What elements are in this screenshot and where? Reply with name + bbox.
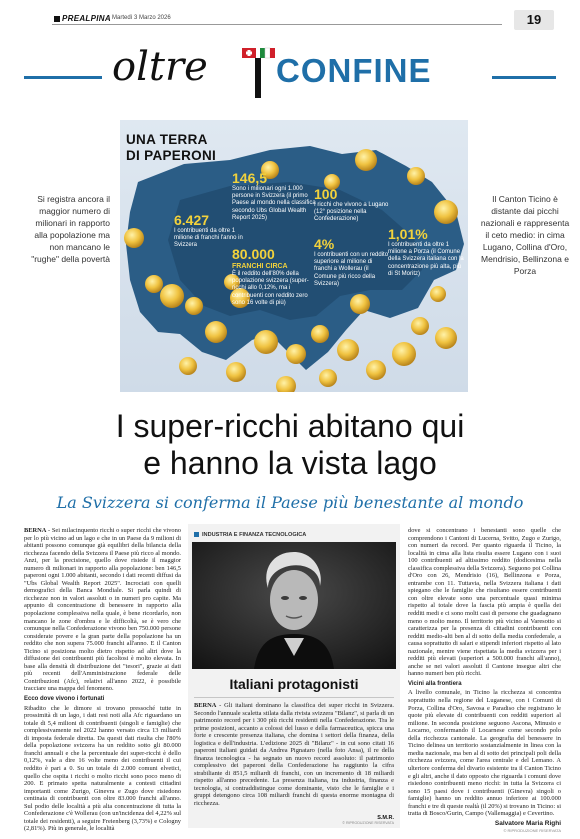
top-bar (0, 0, 580, 40)
infographic-title-line1: UNA TERRA (126, 132, 208, 147)
stat-income-80pct (232, 246, 320, 307)
newspaper-brand (54, 14, 111, 23)
stat-text: È il reddito dell'80% della popolazione svizzera (super-ricchi allo 0,12%, ma i contribuenti con reddito zero sono 16 volte di più) (232, 271, 309, 306)
headline-line1: I super-ricchi abitano qui (115, 408, 465, 444)
stat-value: 100 (314, 186, 338, 202)
section-masthead (0, 40, 580, 108)
box-section-text: INDUSTRIA E FINANZA TECNOLOGICA (202, 532, 307, 538)
infographic-map (120, 120, 468, 392)
stat-value: 4% (314, 236, 335, 252)
sidebar-box (188, 524, 400, 828)
stat-value: 80.000 (232, 246, 275, 262)
page-number: 19 (514, 10, 554, 30)
article-byline: Salvatore Maria Righi (494, 819, 561, 827)
masthead-confine: CONFINE (276, 52, 432, 89)
article-lead-paragraph (24, 527, 181, 693)
infographic-title (126, 132, 216, 164)
article-column-right (408, 527, 561, 835)
side-note-left: Si registra ancora il maggior numero di milionari in rapporto alla popolazione ma non mancano le "rughe" della povertà (31, 194, 110, 264)
masthead-line-left (24, 76, 102, 79)
brand-name: PREALPINA (62, 14, 111, 23)
top-divider (52, 24, 502, 25)
lead-text: - Sei milacinquento ricchi o super ricchi che vivono per lo più vicino ad un lago e che in un Paese da 9 milioni di abitanti possono comunque già equilibri della bilancia della ricchezza facendo della Svizzera il Paese più ricco al mondo. Anzi, per la precisione, quello dove risiede il maggior numero di milionari in rapporto alla popolazione: ben 146,5 paperoni ogni 1.000 abitanti, secondo i dati recenti diffusi da "Ubs Global Wealth Report 2025". Incrociati con quelli demografici della Banca Mondiale. Si parla quindi di ricchezze non in valori assoluti o in numeri pro capite. Ma appunto di concentrazione di benessere in rapporto alla popolazione complessiva nella quale, è bene ricordarlo, non mancano le zone d'ombra e le difficoltà, se è vero che comunque nella Confederazione vivono ben 750.000 persone considerate povere e la gran parte della popolazione ha un reddito che non supera 75.000 franchi all'anno. E il Canton Ticino si posiziona molto dietro rispetto ad altri dove la diffusione dei contribuenti più facoltosi è molto elevata. In base alla densità di distribuzione dei "tesori", grazie ai dati più recenti dell'Amministrazione federale delle Contribuzioni (Afc), relativi all'anno 2022, è possibile tracciare una mappa del fenomeno. (24, 527, 181, 693)
article-subheading: Vicini alla frontiera (408, 680, 462, 687)
stat-porza (388, 226, 464, 278)
box-body: - Gli italiani dominano la classifica dei super ricchi in Svizzera. Secondo l'annuale scaletta stilata dalla rivista svizzera "Bilanz", si parla di un patrimonio record per i 300 più ricchi residenti nella Confederazione. Tra le prime posizioni, accanto a colossi del lusso e della farmaceutica, spicca una forte e crescente presenza italiana, che domina i settori della finanza, della logistica e dell'industria. L'edizione 2025 di "Bilanz" - in cui sono citati 16 paperoni italiani guidati da Andrea Pignataro (nella foto Ansa), il re della finanza tecnologica - ha segnato un nuovo record assoluto: il patrimonio complessivo dei paperoni della Confederazione ha raggiunto la cifra strabiliante di 851,5 miliardi di franchi, con un incremento di 18 miliardi rispetto all'anno precedente. La presenza italiana, tra industria, finanza e tecnologia, si contraddistingue come dominante, visto che le famiglie e i gruppi detengono circa 108 miliardi franchi di questa enorme montagna di ricchezza. (194, 702, 394, 807)
article-column-left (24, 527, 181, 835)
article-paragraph: dove si concentrano i benestanti sono quelle che comprendono i Cantoni di Lucerna, Svitto, Zugo e Zurigo, con numeri da record. Per quanto riguarda il Ticino, la località in cima alla lista risulta essere Lugano con i suoi 100 contribuenti ad altissimo reddito (dodicesima nella classifica complessiva della Svizzera). Seguono poi Collina d'Oro con 26, Mendrisio (16), Bellinzona e Porza, entrambe con 11. Tuttavia, nella Svizzera italiana i dati spiegano che le famiglie che risultano essere contribuenti con oltre elevate sono una percentuale quasi minima rispetto al totale dove la fascia più ampia è quella dei redditi medi e ci sono molti casi di persone che guadagnano meno o molto meno. Il territorio più vicino al Varesotto si caratterizza per la presenza di cittadini contribuenti con redditi medio-alti ben al di sotto della media confederale, a causa soprattutto di salari e stipendi inferiori rispetto al lato nazionale, mentre viene rispettata la media svizzera per i redditi più elevati (superiori a 500.000 franchi all'anno), anche se nei valori assoluti il Cantone insegue altri che hanno numeri ben più ricchi. (408, 527, 561, 678)
box-signature: S.M.R. (377, 815, 394, 821)
dateline: BERNA (24, 527, 47, 534)
infographic-title-line2: DI PAPERONI (126, 148, 217, 163)
stat-millionaires-per-1000 (232, 170, 320, 222)
article-copyright: © RIPRODUZIONE RISERVATA (503, 828, 561, 834)
article-headline (0, 408, 580, 482)
stat-value: 146,5 (232, 170, 268, 186)
stat-wollerau (314, 236, 392, 288)
article-subheadline: La Svizzera si conferma il Paese più benestante al mondo (56, 493, 524, 512)
box-title: Italiani protagonisti (229, 676, 359, 692)
border-post-icon (240, 44, 276, 98)
stat-text: I contribuenti da oltre 1 milione a Porza (il Comune della Svizzera italiana con la concentrazione più alta, più di St Moritz) (388, 242, 464, 277)
stat-text: I ricchi che vivono a Lugano (12° posizione nella Confederazione) (314, 202, 389, 223)
issue-date: Martedì 3 Marzo 2026 (112, 15, 171, 21)
box-copyright: © RIPRODUZIONE RISERVATA (342, 821, 394, 825)
article-paragraph: A livello comunale, in Ticino la ricchezza si concentra soprattutto nella regione del Luganese, con i Comuni di Porza, Collina d'Oro, Savosa e Paradiso che registrano le quote più elevate di contribuenti con redditi superiori al milione. In seconda posizione seguono Ascona, Minusio e Locarno, confermando il Locarnese come secondo polo della ricchezza cantonale. La geografia del benessere in Ticino delinea un territorio sostanzialmente in linea con la media nazionale, ma ben al di sotto dei principali poli della ricchezza svizzera, come l'area centrale e del Lemano. A ulteriore conferma del divario esistente tra il Canton Ticino e gli altri, anche il dato opposto che riguarda i comuni dove risiedono contribuenti meno ricchi: in tutta la Svizzera ci sono 15 paesi dove i contribuenti (Ginevra) singoli o famiglie) hanno un reddito annuo inferiore ai 100.000 franchi e tre di queste realtà (il 20%) si trovano in Ticino: si tratta di Bosco/Gurin, Campo (Vallemaggia) e Cevertino. (408, 689, 561, 818)
box-text (194, 702, 394, 807)
stat-value: 6.427 (174, 212, 210, 228)
stat-text: Sono i milionari ogni 1.000 persone in Svizzera (il primo Paese al mondo nella classifica secondo Ubs Global Wealth Report 2025) (232, 186, 316, 221)
masthead-oltre: oltre (112, 44, 208, 90)
headline-line2: e hanno la vista lago (143, 445, 437, 481)
box-section-label (194, 532, 306, 538)
portrait-photo (192, 542, 396, 669)
section-marker-icon (194, 532, 199, 537)
box-divider (194, 697, 394, 698)
stat-text: I contribuenti da oltre 1 milione di franchi l'anno in Svizzera (174, 228, 243, 249)
article-subheading: Ecco dove vivono i fortunati (24, 696, 105, 703)
brand-icon (54, 16, 60, 22)
stat-lugano-rich (314, 186, 392, 224)
stat-text: I contribuenti con un reddito superiore al milione di franchi a Wollerau (il Comune più ricco della Svizzera) (314, 252, 389, 287)
box-dateline: BERNA (194, 702, 217, 709)
masthead-line-right (492, 76, 556, 79)
stat-value: 1,01% (388, 226, 428, 242)
stat-label: FRANCHI CIRCA (232, 263, 288, 270)
article-paragraph: Ribadito che le dimore si trovano pressoché tutte in prossimità di un lago, i dati resi noti alla Afc riguardano un totale di 5,4 milioni di contribuenti (singoli e famiglie) che complessivamente nel 2022 hanno versato circa 13 miliardi di imposta federale diretta. Da questi dati risulta che l'80% della popolazione svizzera ha un reddito sotto gli 80.000 franchi annuali e che la percentuale dei super-ricchi è dello 0,12%, vale a dire 16 volte meno dei contribuenti il cui reddito è pari a 0. Su un totale di 2.000 comuni elvetici, quello che ospita i ricchi o molto ricchi sono poco meno di 200. E primato spetta naturalmente a contesti cittadini importanti come Zurigo, Ginevra e Zugo dove risiedono centinaia di contribuenti con oltre 83.000 franchi all'anno. Sul podio delle località a più alta concentrazione di tutta la Confederazione c'è Wollerau (con un'incidenza del 4,22% sul totale dei residenti), a seguire Freienberg (3,73%) e Cologny (2,81%). Più in generale, le località (24, 704, 181, 833)
side-note-right: Il Canton Ticino è distante dai picchi nazionali e rappresenta il ceto medio: in cima Lugano, Collina d'Oro, Mendrisio, Bellinzona e Porza (480, 194, 570, 276)
